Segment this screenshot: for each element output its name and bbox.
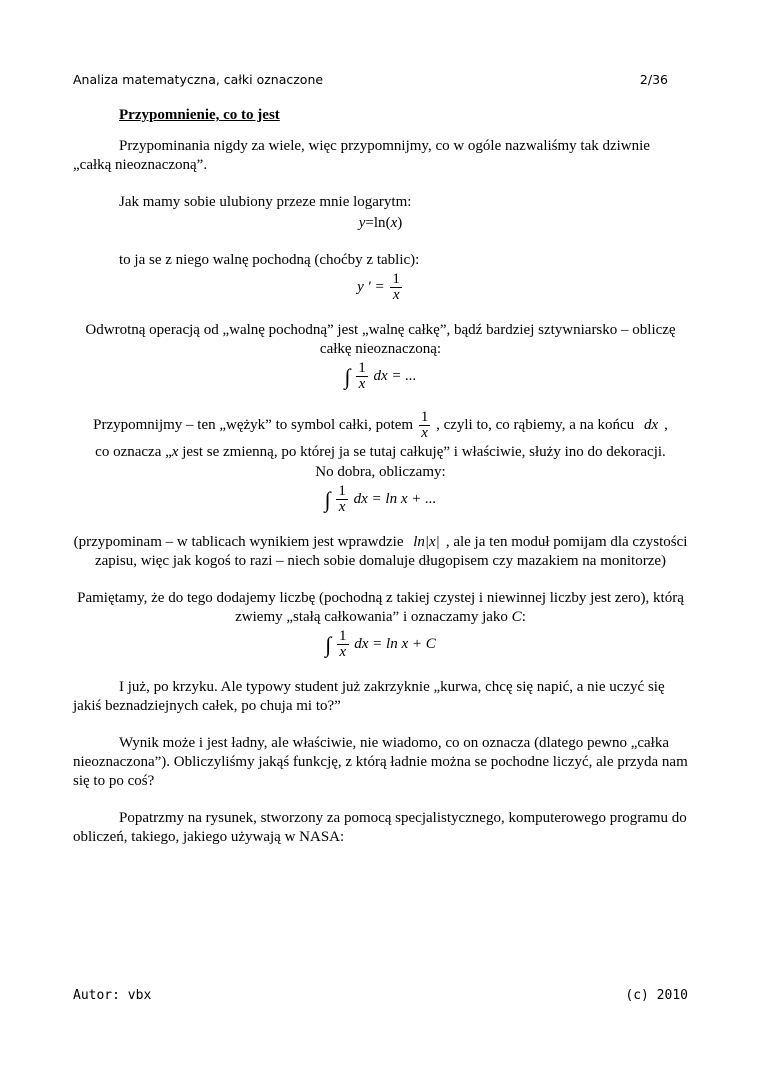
document-body xyxy=(73,106,688,847)
eq4-numerator: 1 xyxy=(338,483,346,499)
equation-5 xyxy=(73,629,688,660)
equation-1: y=ln(x) xyxy=(358,215,403,231)
header-title: Analiza matematyczna, całki oznaczone xyxy=(73,72,324,87)
paragraph-7 xyxy=(73,533,688,571)
p7-text-a: (przypominam – w tablicach wynikiem jest wprawdzie xyxy=(73,534,404,550)
p8-constant-c: C xyxy=(511,609,522,625)
eq1-fn: ln xyxy=(373,215,386,231)
eq2-denominator: x xyxy=(392,287,400,303)
equation-3 xyxy=(73,361,688,392)
eq3-fraction xyxy=(356,361,368,392)
p5-text-b: , czyli to, co rąbiemy, a na końcu xyxy=(436,416,635,433)
p5-text-d: co oznacza „ xyxy=(95,444,172,460)
paragraph-1: Przypominania nigdy za wiele, więc przypomnijmy, co w ogóle nazwaliśmy tak dziwnie „całką nieoznaczoną”. xyxy=(73,138,650,173)
paragraph-4: Odwrotną operacją od „walnę pochodną” jest „walnę całkę”, bądź bardziej sztywniarsko – obliczę całkę nieoznaczoną: xyxy=(85,322,676,357)
eq4-denominator: x xyxy=(338,499,346,515)
paragraph-6: No dobra, obliczamy: xyxy=(315,464,446,480)
eq3-denominator: x xyxy=(358,376,366,392)
p8-text-a: Pamiętamy, że do tego dodajemy liczbę (pochodną z takiej czystej i niewinnej liczby jest zero), którą zwiemy „stałą całkowania” i oznaczamy jako xyxy=(77,590,684,625)
header-page-number: 2/36 xyxy=(639,72,668,87)
eq3-rest: dx = ... xyxy=(373,367,417,384)
p5-text-a: Przypomnijmy – ten „wężyk” to symbol całki, potem xyxy=(93,416,414,433)
eq1-equals: = xyxy=(365,215,374,231)
eq2-lhs: y ′ = xyxy=(357,278,385,295)
eq4-fraction xyxy=(336,484,348,515)
section-title: Przypomnienie, co to jest xyxy=(119,107,280,123)
eq1-arg: x xyxy=(390,215,398,231)
eq5-integral-sign: ∫ xyxy=(325,632,332,657)
eq4-rest: dx = ln x + ... xyxy=(353,490,437,507)
p8-text-b: : xyxy=(521,609,526,625)
paragraph-11: Popatrzmy na rysunek, stworzony za pomocą specjalistycznego, komputerowego programu do obliczeń, takiego, jakiego używają w NASA: xyxy=(73,810,687,845)
p5-denominator: x xyxy=(421,425,428,441)
paragraph-5 xyxy=(73,410,688,463)
eq5-rest: dx = ln x + C xyxy=(354,635,436,652)
footer-copyright: (c) 2010 xyxy=(625,988,688,1003)
eq2-numerator: 1 xyxy=(392,271,400,287)
eq1-lhs: y xyxy=(358,215,366,231)
p7-text-b: , ale ja ten moduł pomijam dla czystości zapisu, więc jak kogoś to razi – niech sobie domaluje długopisem czy mazakiem na monitorze) xyxy=(94,534,688,569)
p7-ln-abs-x: ln|x| xyxy=(413,534,440,550)
p5-fraction xyxy=(419,410,431,441)
eq2-fraction xyxy=(390,272,402,303)
equation-4 xyxy=(73,484,688,515)
paragraph-3: to ja se z niego walnę pochodną (choćby z tablic): xyxy=(119,252,420,268)
p5-dx: dx xyxy=(643,416,659,433)
paragraph-10: Wynik może i jest ładny, ale właściwie, nie wiadomo, co on oznacza (dlatego pewno „całka nieoznaczona”). Obliczyliśmy jakąś funkcję, z którą ładnie można se pochodne liczyć, ale przyda nam się to po coś? xyxy=(73,735,688,789)
paragraph-2: Jak mamy sobie ulubiony przeze mnie logarytm: xyxy=(119,194,412,210)
eq5-denominator: x xyxy=(339,644,347,660)
p5-numerator: 1 xyxy=(420,409,429,425)
eq3-numerator: 1 xyxy=(358,360,366,376)
p5-text-e: jest se zmienną, po której ja se tutaj całkuję” i właściwie, służy ino do dekoracji. xyxy=(178,444,666,460)
eq3-integral-sign: ∫ xyxy=(344,364,351,389)
equation-2 xyxy=(73,272,688,303)
p5-text-c: , xyxy=(664,416,668,433)
eq5-numerator: 1 xyxy=(339,628,347,644)
footer-author: Autor: vbx xyxy=(73,988,152,1003)
paragraph-8 xyxy=(73,589,688,627)
p5-x: x xyxy=(171,444,179,460)
eq4-integral-sign: ∫ xyxy=(324,487,331,512)
paragraph-9: I już, po krzyku. Ale typowy student już zakrzyknie „kurwa, chcę się napić, a nie uczyć się jakiś beznadziejnych całek, po chuja mi to?” xyxy=(73,679,665,714)
eq5-fraction xyxy=(337,629,349,660)
